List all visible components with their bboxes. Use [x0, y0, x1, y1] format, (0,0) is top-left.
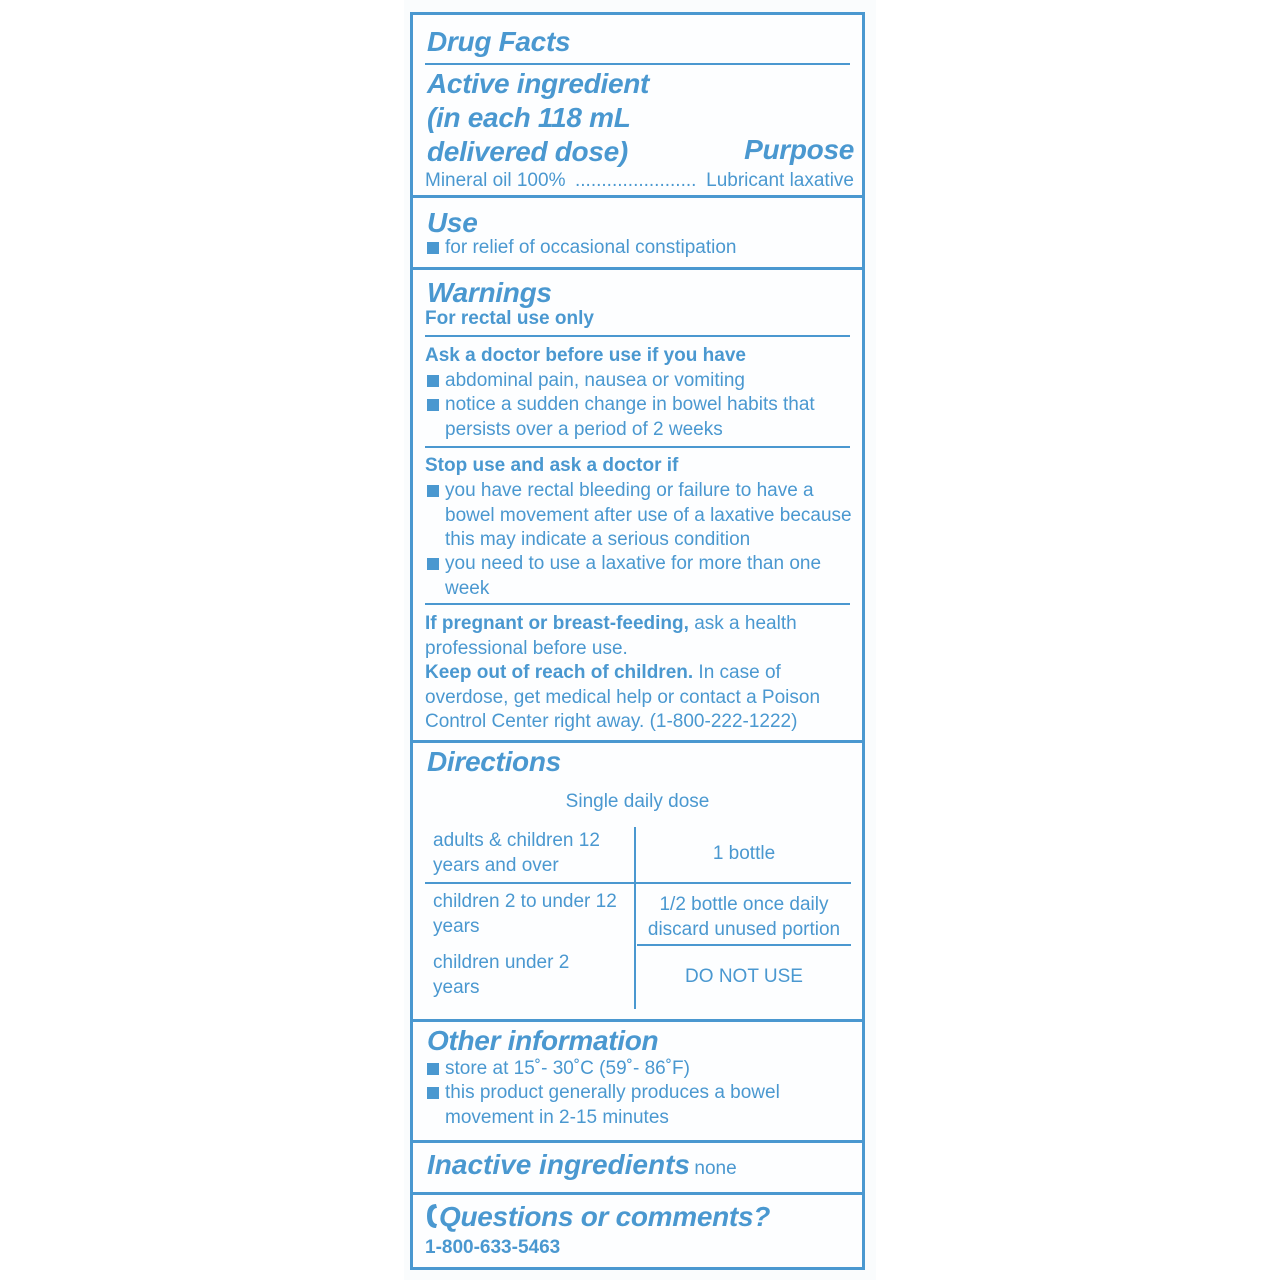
other-information-section	[413, 1022, 862, 1143]
other-information-heading: Other information	[427, 1025, 659, 1056]
bullet-square-icon	[427, 558, 439, 570]
questions-phone-number: 1-800-633-5463	[425, 1237, 561, 1258]
drug-facts-panel	[410, 12, 865, 1270]
warnings-heading: Warnings	[427, 277, 552, 308]
directions-heading: Directions	[427, 746, 561, 777]
rectal-use-note: For rectal use only	[425, 308, 594, 329]
inactive-ingredients-value: none	[694, 1158, 737, 1179]
pregnancy-warning: If pregnant or breast-feeding, ask a health professional before use.	[425, 613, 797, 659]
warnings-rule-1	[425, 335, 850, 337]
purpose-heading: Purpose	[744, 134, 854, 165]
warnings-rule-3	[425, 603, 850, 605]
bullet-square-icon	[427, 399, 439, 411]
ask-doctor-item: abdominal pain, nausea or vomiting	[425, 369, 854, 394]
bullet-square-icon	[427, 1087, 439, 1099]
use-section	[413, 198, 862, 270]
warnings-section	[413, 270, 862, 743]
other-information-item: this product generally produces a bowel movement in 2-15 minutes	[425, 1081, 802, 1130]
keep-out-of-reach-warning: Keep out of reach of children. In case of overdose, get medical help or contact a Poison Control Center right away. (1-800-222-1222)	[425, 662, 821, 732]
bullet-square-icon	[427, 1063, 439, 1075]
drug-facts-title: Drug Facts	[427, 26, 571, 57]
active-ingredient-heading-3: delivered dose)	[427, 136, 628, 167]
dose-table	[425, 827, 853, 1017]
use-item: for relief of occasional constipation	[425, 236, 854, 261]
questions-section	[413, 1195, 862, 1270]
dose-amount-cell: 1/2 bottle once daily discard unused portion	[647, 894, 841, 940]
stop-use-item: you need to use a laxative for more than one week	[425, 552, 834, 601]
ingredient-name: Mineral oil 100%	[425, 170, 566, 191]
bullet-square-icon	[427, 375, 439, 387]
inactive-ingredients-heading: Inactive ingredients	[427, 1149, 690, 1180]
title-rule	[425, 63, 850, 65]
table-row-divider	[637, 944, 851, 946]
table-row-divider	[425, 882, 851, 884]
other-information-item: store at 15˚- 30˚C (59˚- 86˚F)	[425, 1057, 854, 1082]
bullet-square-icon	[427, 485, 439, 497]
dose-age-cell: adults & children 12 years and over	[433, 830, 600, 876]
dose-age-cell: children 2 to under 12 years	[433, 891, 617, 937]
active-ingredient-heading-1: Active ingredient	[427, 68, 650, 99]
directions-section	[413, 743, 862, 1022]
dose-amount-cell: DO NOT USE	[685, 966, 803, 987]
table-column-divider	[634, 827, 636, 1009]
dose-table-header: Single daily dose	[565, 791, 710, 812]
questions-heading-line: Questions or comments?	[425, 1200, 770, 1234]
warnings-rule-2	[425, 446, 850, 448]
phone-icon	[425, 1202, 439, 1230]
active-ingredient-heading-2: (in each 118 mL	[427, 102, 631, 133]
bullet-square-icon	[427, 242, 439, 254]
ask-doctor-item: notice a sudden change in bowel habits that persists over a period of 2 weeks	[425, 393, 822, 442]
leader-dots: .......................	[575, 170, 697, 191]
stop-use-heading: Stop use and ask a doctor if	[425, 455, 679, 476]
dose-age-cell: children under 2 years	[433, 952, 570, 998]
inactive-ingredients-line	[427, 1149, 737, 1181]
dose-amount-cell: 1 bottle	[712, 843, 776, 864]
use-heading: Use	[427, 207, 478, 238]
stop-use-item: you have rectal bleeding or failure to have a bowel movement after use of a laxative because this may indicate a serious condition	[425, 479, 854, 553]
ingredient-purpose: Lubricant laxative	[706, 170, 854, 191]
inactive-ingredients-section	[413, 1143, 862, 1195]
active-ingredient-section	[413, 15, 862, 198]
ask-doctor-heading: Ask a doctor before use if you have	[425, 345, 746, 366]
